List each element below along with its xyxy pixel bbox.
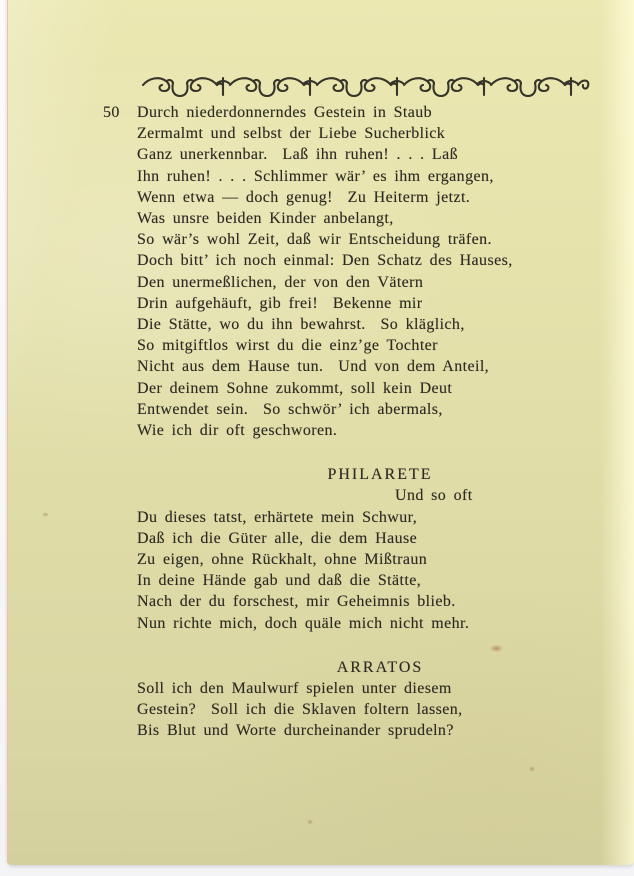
verse-line: Zermalmt und selbst der Liebe Sucherblick [137,125,446,143]
verse-line: Gestein? Soll ich die Sklaven foltern lassen, [137,701,463,719]
verse-line: Ihn ruhen! . . . Schlimmer wär’ es ihm ergangen, [137,167,494,185]
verse-line: Ganz unerkennbar. Laß ihn ruhen! . . . Laß [137,146,458,164]
verse-line: Die Stätte, wo du ihn bewahrst. So kläglich, [137,316,465,334]
verse-line: In deine Hände gab und daß die Stätte, [137,572,422,590]
verse-line: Den unermeßlichen, der von den Vätern [137,273,424,291]
speaker-heading-philarete: PHILARETE [327,466,433,484]
verse-line: Nun richte mich, doch quäle mich nicht mehr. [137,614,470,632]
speaker-heading-arratos: ARRATOS [336,658,424,676]
verse-line: So wär’s wohl Zeit, daß wir Entscheidung träfen. [137,231,492,249]
verse-line: Wie ich dir oft geschworen. [137,422,338,440]
scroll-frieze-ornament [142,74,594,102]
verse-line: Drin aufgehäuft, gib frei! Bekenne mir [137,294,423,312]
verse-line: Was unsre beiden Kinder anbelangt, [137,210,394,228]
verse-line: Entwendet sein. So schwör’ ich abermals, [137,400,443,418]
book-page [8,0,634,865]
verse-line: So mitgiftlos wirst du die einz’ge Tochter [137,337,438,355]
verse-line: Bis Blut und Worte durcheinander sprudeln? [137,722,454,740]
verse-line: Nach der du forschest, mir Geheimnis blieb. [137,593,456,611]
verse-line: Doch bitt’ ich noch einmal: Den Schatz des Hauses, [137,252,513,270]
paper-speck [43,513,48,516]
verse-line-text: Durch niederdonnerndes Gestein in Staub [137,104,433,121]
verse-line: Der deinem Sohne zukommt, soll kein Deut [137,379,453,397]
verse-line: Soll ich den Maulwurf spielen unter diesem [137,680,452,698]
verse-text-block [103,102,589,742]
scroll-frieze-icon [142,74,594,102]
verse-line: Daß ich die Güter alle, die dem Hause [137,529,418,547]
verse-line-number: 50 [103,104,120,121]
verse-line: Nicht aus dem Hause tun. Und von dem Anteil, [137,358,490,376]
verse-line: Wenn etwa — doch genug! Zu Heiterm jetzt. [137,188,471,206]
verse-line [103,102,589,123]
paper-speck [530,767,534,771]
verse-line: Du dieses tatst, erhärtete mein Schwur, [137,508,418,526]
verse-line: Zu eigen, ohne Rückhalt, ohne Mißtraun [137,551,428,569]
verse-line-opening: Und so oft [395,487,473,505]
paper-speck [308,820,312,824]
ink-smudge [490,645,503,652]
